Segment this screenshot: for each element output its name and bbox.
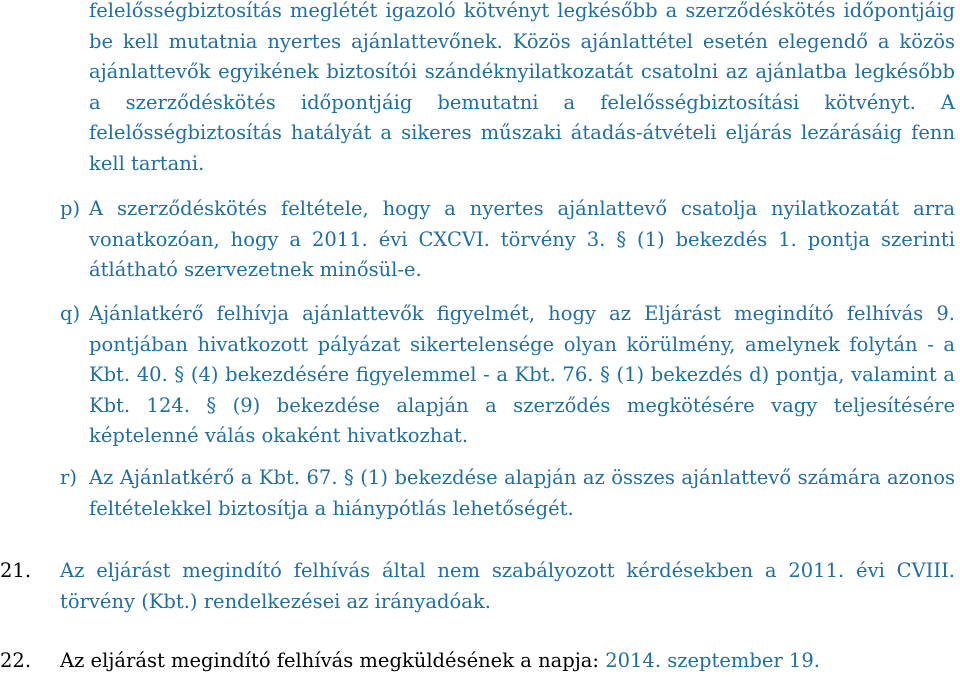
paragraph-r-marker: r): [60, 466, 77, 489]
item-22-date: 2014. szeptember 19.: [605, 649, 820, 672]
paragraph-p-marker: p): [60, 197, 81, 220]
item-22-label: Az eljárást megindító felhívás megküldésének a napja:: [60, 649, 599, 672]
paragraph-q-marker: q): [60, 302, 81, 325]
paragraph-p: [89, 194, 955, 286]
paragraph-r: [89, 463, 955, 524]
paragraph-o: [89, 0, 955, 180]
paragraph-o-text: felelősségbiztosítás meglétét igazoló kötvényt legkésőbb a szerződéskötés időpontjáig be kell mutatnia nyertes ajánlattevőnek. Közös ajánlattétel esetén elegendő a közös ajánlattevők egyikének biztosítói szándéknyilatkozatát csatolni az ajánlatba legkésőbb a szerződéskötés időpontjáig bemutatni a felelősségbiztosítási kötvényt. A felelősségbiztosítás hatályát a sikeres műszaki átadás-átvételi eljárás lezárásáig fenn kell tartani.: [89, 0, 955, 175]
paragraph-r-text: Az Ajánlatkérő a Kbt. 67. § (1) bekezdése alapján az összes ajánlattevő számára azonos feltételekkel biztosítja a hiánypótlás lehetőségét.: [89, 466, 955, 520]
paragraph-p-text: A szerződéskötés feltétele, hogy a nyertes ajánlattevő csatolja nyilatkozatát arra vonatkozóan, hogy a 2011. évi CXCVI. törvény 3. § (1) bekezdés 1. pontja szerinti átlátható szervezetnek minősül-e.: [89, 197, 955, 282]
paragraph-q-text: Ajánlatkérő felhívja ajánlattevők figyelmét, hogy az Eljárást megindító felhívás 9. pontjában hivatkozott pályázat sikertelensége olyan körülmény, amelynek folytán - a Kbt. 40. § (4) bekezdésére figyelemmel - a Kbt. 76. § (1) bekezdés d) pontja, valamint a Kbt. 124. § (9) bekezdése alapján a szerződés megkötésére vagy teljesítésére képtelenné válás okaként hivatkozhat.: [89, 302, 955, 448]
item-21-number: 21.: [0, 559, 32, 582]
item-21: [60, 556, 955, 617]
paragraph-q: [89, 299, 955, 452]
item-22: [60, 646, 955, 677]
item-22-number: 22.: [0, 649, 32, 672]
item-21-text: Az eljárást megindító felhívás által nem szabályozott kérdésekben a 2011. évi CVIII. törvény (Kbt.) rendelkezései az irányadóak.: [60, 559, 955, 613]
